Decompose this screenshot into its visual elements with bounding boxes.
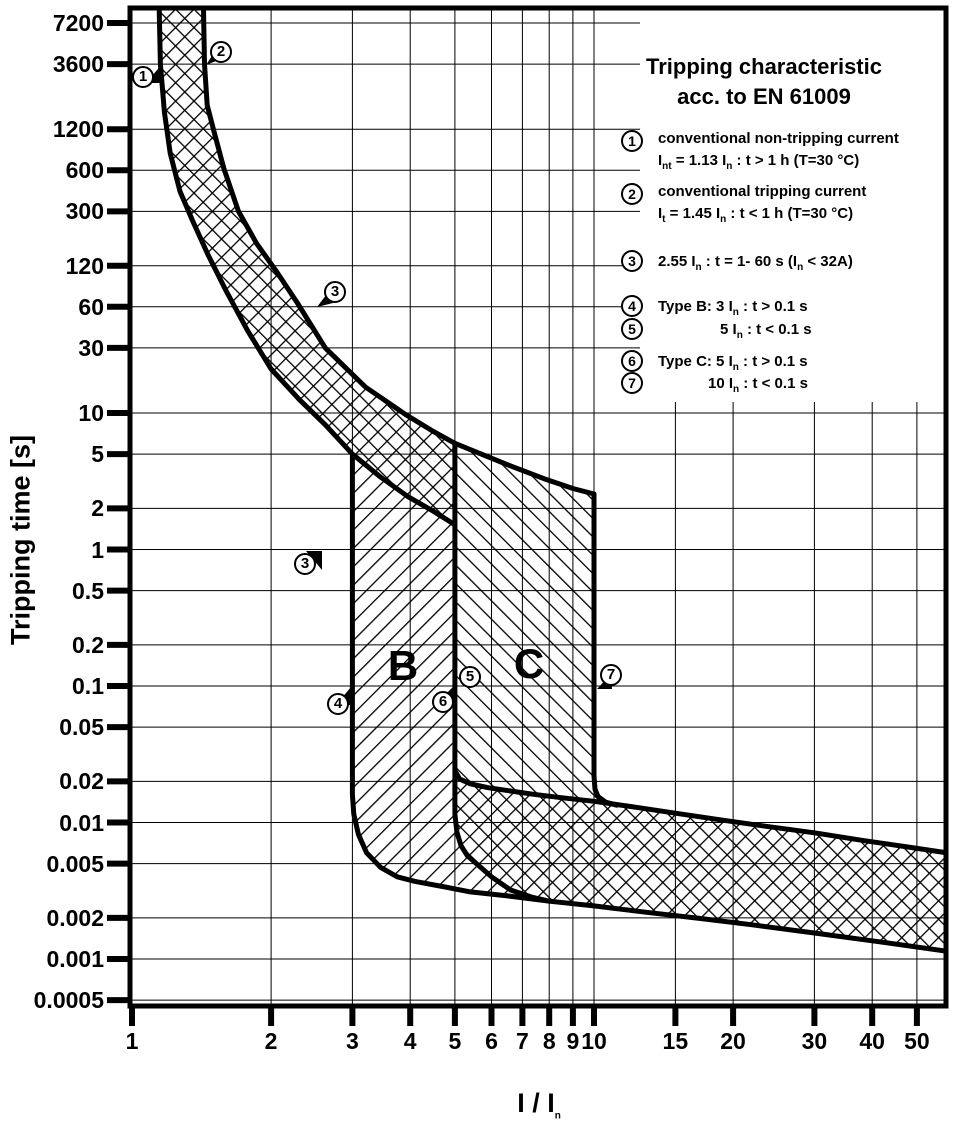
curve-marker-3: 3	[324, 281, 346, 303]
legend-item-number-icon: 6	[621, 350, 643, 372]
y-tick-label: 0.002	[46, 904, 104, 931]
y-tick-label: 30	[78, 334, 104, 361]
region-label-B: B	[387, 642, 419, 689]
y-tick-label: 0.05	[59, 714, 104, 741]
x-tick-label: 2	[264, 1028, 278, 1054]
curve-marker-4: 4	[327, 693, 349, 715]
x-tick-label: 5	[448, 1028, 462, 1054]
y-tick-label: 300	[65, 198, 104, 225]
y-tick-label: 1200	[52, 116, 104, 143]
y-tick-label: 0.02	[59, 768, 104, 795]
legend-item-number-icon: 1	[621, 130, 643, 152]
y-tick-label: 5	[91, 441, 104, 468]
x-tick-label: 9	[566, 1028, 580, 1054]
x-tick-label: 8	[542, 1028, 556, 1054]
x-tick-label: 6	[485, 1028, 498, 1054]
curve-marker-3: 3	[294, 553, 316, 575]
x-tick-label: 20	[720, 1028, 746, 1054]
x-tick-label: 40	[859, 1028, 885, 1054]
legend-item-text: 5 $I_n$ : t < 0.1 s	[720, 321, 812, 341]
chart-title-line1: Tripping characteristic	[646, 54, 882, 79]
legend-item-text: Type C: 5 $I_n$ : t > 0.1 s	[658, 353, 808, 373]
x-tick-label: 4	[403, 1028, 417, 1054]
curve-marker-7: 7	[600, 664, 622, 686]
legend-item-text: 10 $I_n$ : t < 0.1 s	[708, 375, 808, 395]
y-tick-label: 600	[65, 157, 104, 184]
curve-marker-1: 1	[132, 66, 154, 88]
legend-item-number-icon: 7	[621, 372, 643, 394]
curve-marker-6: 6	[432, 691, 454, 713]
y-tick-label: 0.0005	[33, 987, 104, 1014]
x-tick-label: 50	[904, 1028, 930, 1054]
y-tick-label: 10	[78, 400, 104, 426]
legend-item-text: conventional non-tripping current $I_{nt} = 1.13$ $I_n$ : t > 1 h (T=30 °C)	[658, 130, 899, 172]
y-tick-label: 60	[78, 293, 104, 320]
legend-item-number-icon: 3	[621, 250, 643, 272]
y-tick-label: 0.005	[46, 850, 104, 877]
curve-marker-5: 5	[459, 666, 481, 688]
x-axis-title: I / $I_n$	[517, 1088, 561, 1122]
x-tick-label: 7	[516, 1028, 529, 1054]
legend-item-number-icon: 5	[621, 318, 643, 340]
x-tick-label: 15	[662, 1028, 689, 1054]
legend-item-text: conventional tripping current $I_t = 1.45$ $I_n$ : t < 1 h (T=30 °C)	[658, 183, 867, 225]
y-tick-label: 0.2	[72, 631, 104, 658]
legend-item-number-icon: 4	[621, 295, 643, 317]
x-tick-label: 1	[125, 1028, 139, 1054]
y-tick-label: 7200	[52, 9, 104, 36]
y-tick-label: 120	[65, 252, 104, 279]
legend-item-text: Type B: 3 $I_n$ : t > 0.1 s	[658, 298, 808, 318]
y-tick-label: 0.001	[46, 946, 104, 972]
y-tick-label: 3600	[52, 51, 104, 78]
curve-marker-2: 2	[210, 41, 232, 63]
x-tick-label: 3	[346, 1028, 359, 1054]
region-label-C: C	[513, 640, 545, 687]
y-tick-label: 0.01	[59, 809, 104, 836]
x-tick-label: 30	[801, 1028, 828, 1054]
y-tick-label: 2	[91, 495, 104, 522]
y-tick-label: 1	[91, 536, 104, 563]
legend-item-number-icon: 2	[621, 183, 643, 205]
y-tick-label: 0.5	[72, 577, 104, 604]
y-axis-title: Tripping time [s]	[5, 434, 36, 646]
chart-title-line2: acc. to EN 61009	[677, 84, 851, 109]
x-tick-label: 10	[581, 1028, 607, 1054]
y-tick-label: 0.1	[72, 673, 104, 699]
legend-item-text: 2.55 $I_n$ : t = 1- 60 s $(I_n < 32A)$	[658, 253, 853, 273]
